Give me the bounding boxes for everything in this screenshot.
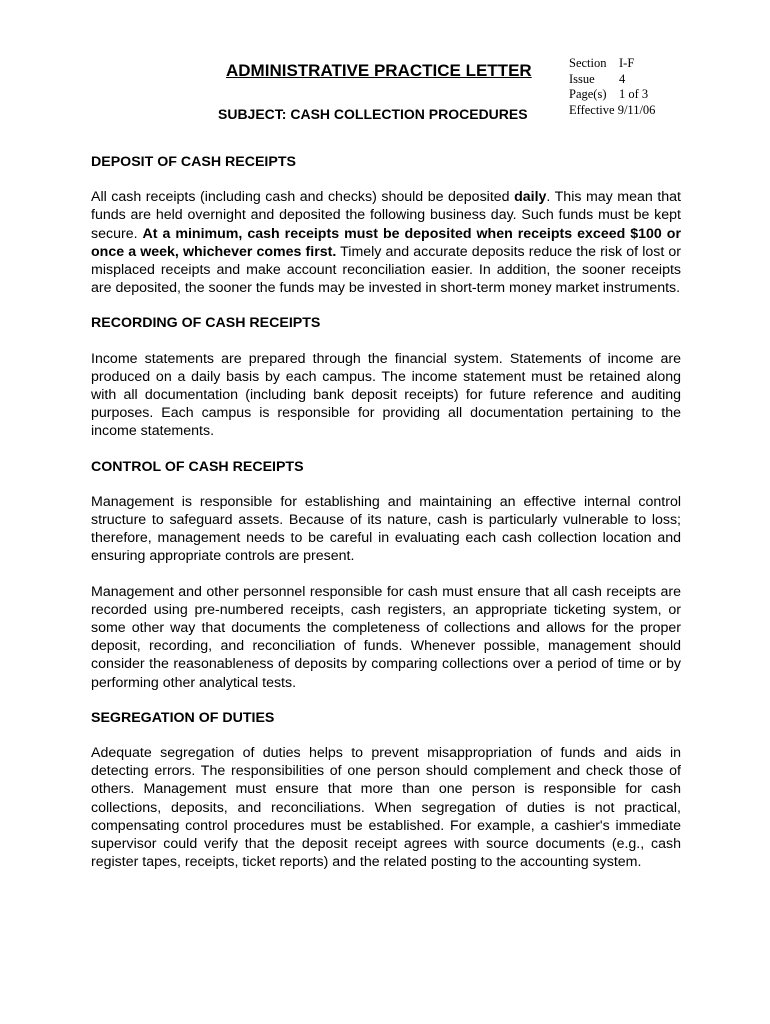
meta-value: 9/11/06: [617, 102, 656, 117]
section-heading: SEGREGATION OF DUTIES: [91, 709, 275, 726]
document-subject: SUBJECT: CASH COLLECTION PROCEDURES: [218, 106, 528, 122]
paragraph-emphasis: At a minimum, cash receipts must be deposited when receipts exceed $100 or once a week, whichever comes first.: [91, 225, 681, 260]
paragraph-text: Adequate segregation of duties helps to prevent misappropriation of funds and aids in detecting errors. The responsibilities of one person should complement and check those of others. Management must ensure that more than one person is responsible for cash collections, deposits, and reconciliations. When segregation of duties is not practical, compensating control procedures must be established. For example, a cashier's immediate supervisor could verify that the deposit receipt agrees with source documents (e.g., cash register tapes, receipts, ticket reports) and the related posting to the accounting system.: [91, 745, 681, 871]
section: [91, 458, 681, 692]
meta-row-pages: [569, 87, 655, 103]
paragraph-text: All cash receipts (including cash and checks) should be deposited: [91, 189, 515, 206]
section-paragraph: [91, 583, 681, 692]
section: [91, 314, 681, 440]
paragraph-text: Income statements are prepared through the financial system. Statements of income are produced on a daily basis by each campus. The income statement must be retained along with all documentation (including bank deposit receipts) for future reference and auditing purposes. Each campus is responsible for providing all documentation pertaining to the income statements.: [91, 350, 681, 440]
section-paragraph: [91, 744, 681, 871]
meta-value: 4: [619, 71, 626, 86]
meta-label: Issue: [569, 71, 595, 86]
meta-value: I-F: [619, 56, 635, 70]
section-paragraph: [91, 350, 681, 441]
meta-row-effective: [569, 103, 655, 119]
meta-row-section: [569, 56, 655, 72]
meta-label: Page(s): [569, 87, 607, 101]
paragraph-text: Timely and accurate deposits reduce the risk of lost or misplaced receipts and make account reconciliation easier. In addition, the sooner receipts are deposited, the sooner the funds may be invested in short-term money market instruments.: [91, 243, 682, 297]
section: [91, 153, 681, 297]
document-title: ADMINISTRATIVE PRACTICE LETTER: [226, 61, 532, 80]
paragraph-emphasis: daily: [514, 189, 547, 206]
section-heading: RECORDING OF CASH RECEIPTS: [91, 315, 321, 332]
document-meta: [569, 56, 655, 118]
section-heading: CONTROL OF CASH RECEIPTS: [91, 458, 304, 475]
paragraph-text: Management is responsible for establishing and maintaining an effective internal control structure to safeguard assets. Because of its nature, cash is particularly vulnerable to loss; therefore, management needs to be careful in evaluating each cash collection location and ensuring appropriate controls are present.: [91, 493, 681, 565]
paragraph-text: Management and other personnel responsible for cash must ensure that all cash receipts are recorded using pre-numbered receipts, cash registers, an appropriate ticketing system, or some other way that documents the completeness of collections and allows for the proper deposit, recording, and reconciliation of funds. Whenever possible, management should consider the reasonableness of deposits by comparing collections over a period of time or by performing other analytical tests.: [91, 583, 681, 691]
section-paragraph: [91, 188, 681, 297]
meta-row-issue: [569, 72, 655, 88]
section-heading: DEPOSIT OF CASH RECEIPTS: [91, 154, 296, 170]
meta-value: 1 of 3: [619, 87, 649, 101]
section-paragraph: [91, 493, 681, 566]
section: [91, 709, 681, 872]
document-body: [91, 153, 681, 889]
paragraph-text: . This may mean that funds are held overnight and deposited the following business day. Such funds must be kept secure.: [91, 189, 681, 242]
meta-label: Effective: [569, 102, 615, 117]
meta-label: Section: [569, 56, 607, 70]
